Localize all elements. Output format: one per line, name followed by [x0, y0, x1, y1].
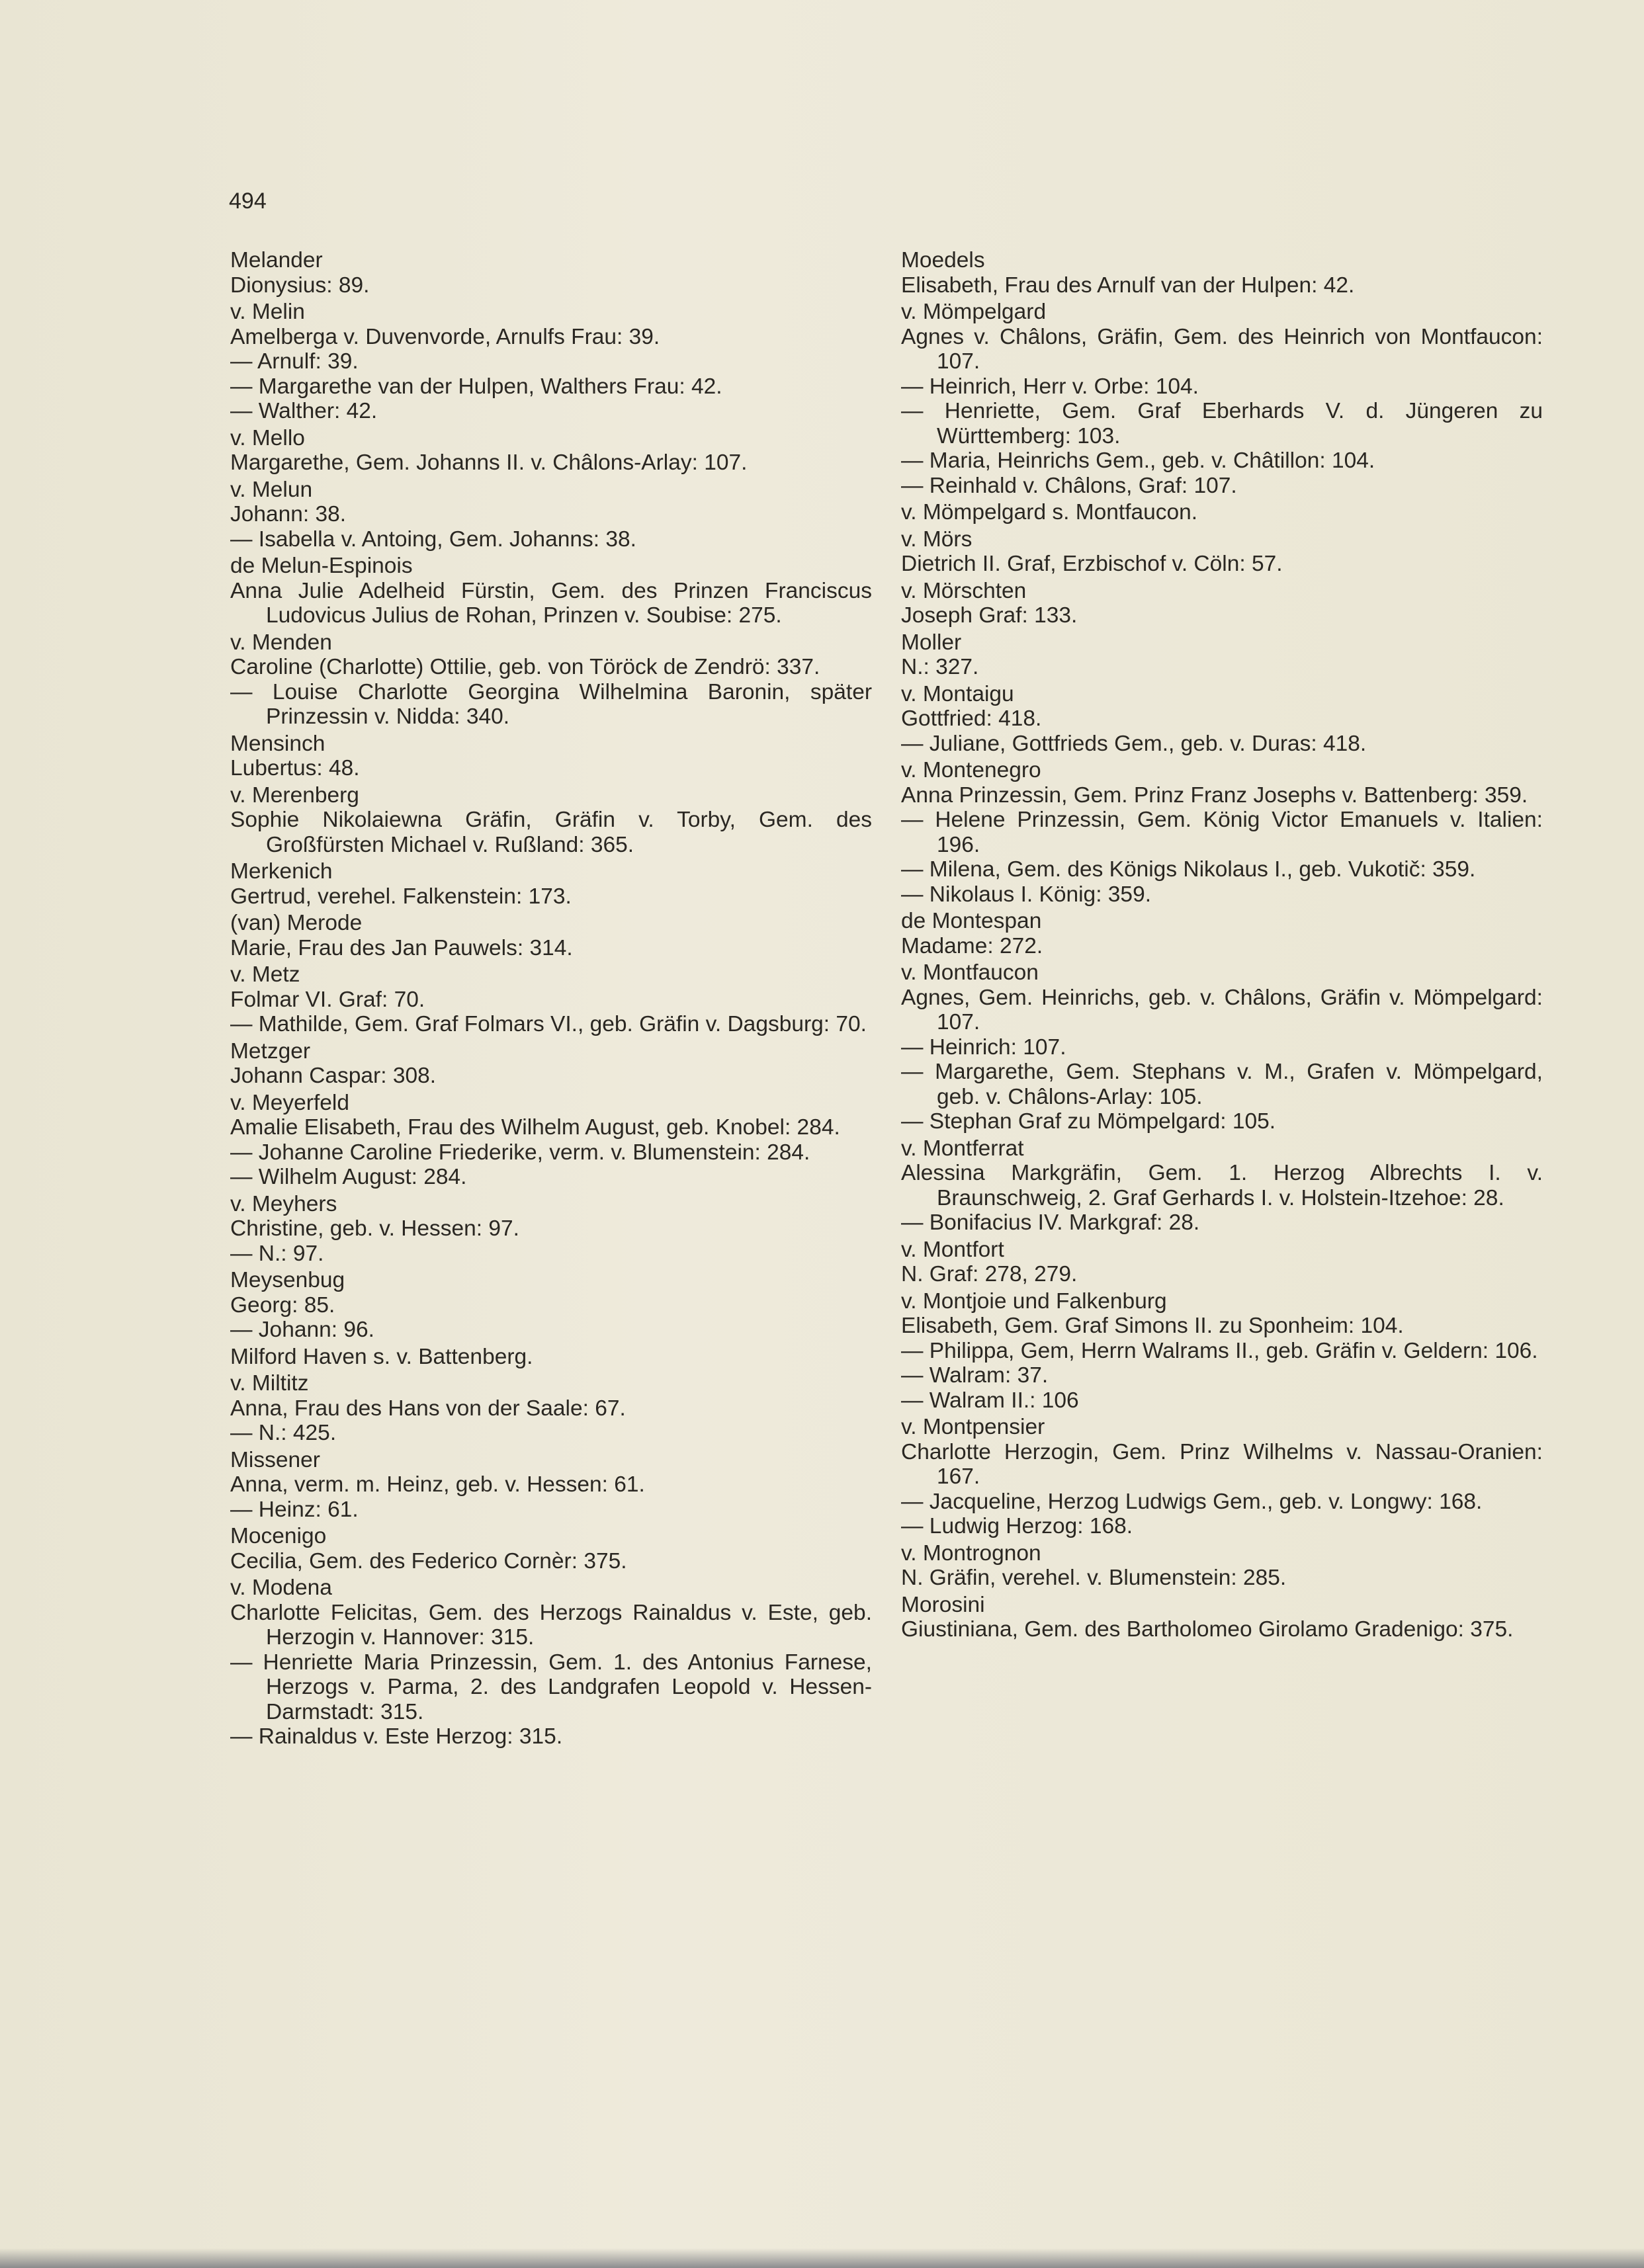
index-entry [230, 478, 872, 552]
index-entry [230, 732, 872, 781]
entry-person: Giustiniana, Gem. des Bartholomeo Girolamo Gradenigo: 375. [901, 1617, 1514, 1642]
entry-person: — Heinz: 61. [230, 1497, 359, 1522]
entry-surname: v. Merenberg [230, 782, 359, 808]
index-entry [901, 1238, 1543, 1287]
index-entry [901, 248, 1543, 298]
entry-person: Christine, geb. v. Hessen: 97. [230, 1216, 519, 1241]
entry-person: Charlotte Herzogin, Gem. Prinz Wilhelms v. Nassau-Oranien: 167. [901, 1439, 1543, 1489]
index-entry [230, 911, 872, 960]
entry-person: Anna, Frau des Hans von der Saale: 67. [230, 1396, 626, 1421]
entry-surname: Mensinch [230, 731, 325, 756]
entry-surname: v. Mörs [901, 526, 973, 552]
index-entry [901, 758, 1543, 907]
index-entry [901, 1541, 1543, 1591]
entry-surname: v. Montpensier [901, 1415, 1045, 1439]
index-entry [230, 1192, 872, 1267]
index-entry [901, 579, 1543, 628]
entry-surname: v. Mello [230, 425, 305, 450]
index-entry [901, 682, 1543, 757]
entry-person: — Mathilde, Gem. Graf Folmars VI., geb. Gräfin v. Dagsburg: 70. [230, 1012, 867, 1036]
entry-person: — Walram: 37. [901, 1363, 1049, 1388]
entry-person: — Bonifacius IV. Markgraf: 28. [901, 1210, 1200, 1235]
entry-surname: v. Montaigu [901, 681, 1014, 706]
entry-surname: v. Miltitz [230, 1371, 309, 1396]
entry-person: — Johanne Caroline Friederike, verm. v. Blumenstein: 284. [230, 1140, 810, 1165]
entry-person: N. Gräfin, verehel. v. Blumenstein: 285. [901, 1566, 1287, 1590]
entry-person: — Wilhelm August: 284. [230, 1165, 467, 1189]
index-entry [230, 1371, 872, 1446]
index-entry [230, 630, 872, 730]
entry-surname: v. Mörschten [901, 578, 1027, 603]
entry-surname: v. Montfort [901, 1237, 1004, 1262]
entry-person: Cecilia, Gem. des Federico Cornèr: 375. [230, 1548, 627, 1574]
entry-person: — Heinrich, Herr v. Orbe: 104. [901, 374, 1199, 399]
entry-person: Agnes, Gem. Heinrichs, geb. v. Châlons, Gräfin v. Mömpelgard: 107. [901, 985, 1543, 1034]
index-entry [901, 1415, 1543, 1539]
index-entry [901, 1136, 1543, 1236]
entry-surname: v. Menden [230, 630, 332, 655]
entry-person: — Johann: 96. [230, 1318, 374, 1342]
entry-surname: Merkenich [230, 859, 333, 884]
entry-surname: (van) Merode [230, 911, 363, 935]
entry-surname: Mocenigo [230, 1524, 327, 1548]
entry-person: — Heinrich: 107. [901, 1034, 1066, 1060]
entry-person: — Juliane, Gottfrieds Gem., geb. v. Duras: 418. [901, 731, 1367, 756]
index-entry [230, 554, 872, 628]
entry-surname: Meysenbug [230, 1268, 345, 1292]
index-entry [230, 1524, 872, 1574]
index-entry [230, 1091, 872, 1190]
entry-person: Anna, verm. m. Heinz, geb. v. Hessen: 61. [230, 1472, 645, 1497]
entry-surname: v. Montfaucon [901, 960, 1039, 985]
entry-person: — Walther: 42. [230, 399, 378, 423]
entry-person: Gottfried: 418. [901, 706, 1042, 731]
entry-person: Elisabeth, Gem. Graf Simons II. zu Sponheim: 104. [901, 1314, 1404, 1338]
entry-person: — Stephan Graf zu Mömpelgard: 105. [901, 1109, 1276, 1134]
entry-person: Lubertus: 48. [230, 756, 360, 780]
entry-person: — Helene Prinzessin, Gem. König Victor Emanuels v. Italien: 196. [901, 808, 1543, 857]
entry-person: — Walram II.: 106 [901, 1388, 1079, 1413]
entry-person: — Rainaldus v. Este Herzog: 315. [230, 1724, 563, 1749]
index-entry [901, 909, 1543, 958]
entry-surname: Missener [230, 1447, 320, 1472]
entry-person: Elisabeth, Frau des Arnulf van der Hulpen: 42. [901, 273, 1355, 298]
index-entry [230, 783, 872, 858]
entry-person: — N.: 425. [230, 1421, 337, 1445]
entry-surname: de Montespan [901, 909, 1042, 933]
entry-surname: v. Modena [230, 1575, 332, 1600]
index-entry [230, 962, 872, 1037]
entry-surname: de Melun-Espinois [230, 554, 413, 578]
entry-person: Georg: 85. [230, 1292, 335, 1318]
entry-person: Margarethe, Gem. Johanns II. v. Châlons-Arlay: 107. [230, 450, 748, 475]
index-entry [901, 1593, 1543, 1642]
index-column-left [230, 248, 872, 1751]
entry-person: Joseph Graf: 133. [901, 603, 1078, 628]
entry-surname: v. Montferrat [901, 1136, 1024, 1161]
entry-surname: Morosini [901, 1592, 985, 1617]
index-entry [901, 630, 1543, 680]
entry-surname: Melander [230, 248, 323, 273]
entry-person: Folmar VI. Graf: 70. [230, 987, 425, 1012]
entry-person: — Arnulf: 39. [230, 349, 359, 374]
entry-surname: v. Mömpelgard [901, 300, 1047, 324]
entry-surname: v. Meyerfeld [230, 1090, 349, 1115]
entry-person: Madame: 272. [901, 933, 1043, 958]
index-entry [901, 300, 1543, 498]
index-entry [901, 1289, 1543, 1413]
entry-person: Anna Prinzessin, Gem. Prinz Franz Josephs v. Battenberg: 359. [901, 782, 1528, 808]
entry-person: — Margarethe van der Hulpen, Walthers Frau: 42. [230, 374, 722, 399]
index-entry [230, 1268, 872, 1343]
entry-surname: v. Mömpelgard s. Montfaucon. [901, 500, 1198, 525]
entry-person: Dionysius: 89. [230, 273, 370, 298]
index-entry [901, 527, 1543, 577]
entry-person: — Jacqueline, Herzog Ludwigs Gem., geb. v. Longwy: 168. [901, 1489, 1483, 1514]
entry-person: Anna Julie Adelheid Fürstin, Gem. des Prinzen Franciscus Ludovicus Julius de Rohan, Prinzen v. Soubise: 275. [230, 578, 872, 628]
entry-surname: Moller [901, 630, 962, 655]
entry-person: Caroline (Charlotte) Ottilie, geb. von Töröck de Zendrö: 337. [230, 655, 820, 679]
entry-person: N. Graf: 278, 279. [901, 1262, 1078, 1286]
index-entry [230, 300, 872, 424]
entry-person: Johann: 38. [230, 502, 347, 526]
page-number: 494 [229, 189, 267, 214]
entry-surname: v. Meyhers [230, 1191, 337, 1216]
entry-surname: Moedels [901, 248, 985, 273]
entry-person: — Isabella v. Antoing, Gem. Johanns: 38. [230, 526, 636, 552]
entry-surname: v. Melin [230, 300, 305, 324]
entry-surname: v. Montjoie und Falkenburg [901, 1288, 1167, 1314]
entry-person: — Henriette, Gem. Graf Eberhards V. d. Jüngeren zu Württemberg: 103. [901, 399, 1543, 448]
entry-person: Gertrud, verehel. Falkenstein: 173. [230, 884, 572, 909]
index-entry [901, 500, 1543, 525]
scan-edge-shadow [0, 2248, 1644, 2268]
entry-person: Sophie Nikolaiewna Gräfin, Gräfin v. Torby, Gem. des Großfürsten Michael v. Rußland: 365. [230, 808, 872, 857]
index-entry [230, 426, 872, 476]
entry-person: Alessina Markgräfin, Gem. 1. Herzog Albrechts I. v. Braunschweig, 2. Graf Gerhards I. v. Holstein-Itzehoe: 28. [901, 1161, 1543, 1210]
entry-person: — Milena, Gem. des Königs Nikolaus I., geb. Vukotič: 359. [901, 857, 1476, 882]
entry-person: — Nikolaus I. König: 359. [901, 882, 1152, 907]
index-entry [230, 248, 872, 298]
index-entry [230, 1575, 872, 1749]
entry-person: — Henriette Maria Prinzessin, Gem. 1. des Antonius Farnese, Herzogs v. Parma, 2. des Landgrafen Leopold v. Hessen-Darmstadt: 315. [230, 1650, 872, 1724]
entry-surname: v. Metz [230, 962, 300, 987]
entry-person: — Reinhald v. Châlons, Graf: 107. [901, 473, 1237, 498]
index-entry [230, 1039, 872, 1089]
entry-person: Johann Caspar: 308. [230, 1064, 437, 1088]
entry-person: Amalie Elisabeth, Frau des Wilhelm August, geb. Knobel: 284. [230, 1115, 840, 1140]
index-entry [230, 1345, 872, 1370]
entry-person: Amelberga v. Duvenvorde, Arnulfs Frau: 39. [230, 324, 660, 349]
entry-surname: v. Montenegro [901, 758, 1041, 782]
entry-person: Marie, Frau des Jan Pauwels: 314. [230, 935, 573, 960]
entry-person: — Ludwig Herzog: 168. [901, 1514, 1133, 1538]
entry-surname: v. Montrognon [901, 1540, 1041, 1566]
entry-surname: v. Melun [230, 477, 313, 502]
index-entry [230, 859, 872, 909]
entry-person: Agnes v. Châlons, Gräfin, Gem. des Heinrich von Montfaucon: 107. [901, 324, 1543, 374]
entry-person: Dietrich II. Graf, Erzbischof v. Cöln: 57. [901, 552, 1283, 576]
entry-person: — Philippa, Gem, Herrn Walrams II., geb. Gräfin v. Geldern: 106. [901, 1338, 1538, 1363]
entry-person: — N.: 97. [230, 1241, 324, 1266]
entry-person: Charlotte Felicitas, Gem. des Herzogs Rainaldus v. Este, geb. Herzogin v. Hannover: 315. [230, 1600, 872, 1650]
entry-surname: Metzger [230, 1038, 311, 1064]
index-column-right [901, 248, 1543, 1644]
entry-person: N.: 327. [901, 655, 979, 679]
index-entry [901, 960, 1543, 1134]
entry-surname: Milford Haven s. v. Battenberg. [230, 1344, 533, 1369]
entry-person: — Maria, Heinrichs Gem., geb. v. Châtillon: 104. [901, 448, 1375, 473]
entry-person: — Margarethe, Gem. Stephans v. M., Grafen v. Mömpelgard, geb. v. Châlons-Arlay: 105. [901, 1060, 1543, 1109]
entry-person: — Louise Charlotte Georgina Wilhelmina Baronin, später Prinzessin v. Nidda: 340. [230, 679, 872, 729]
index-entry [230, 1448, 872, 1523]
